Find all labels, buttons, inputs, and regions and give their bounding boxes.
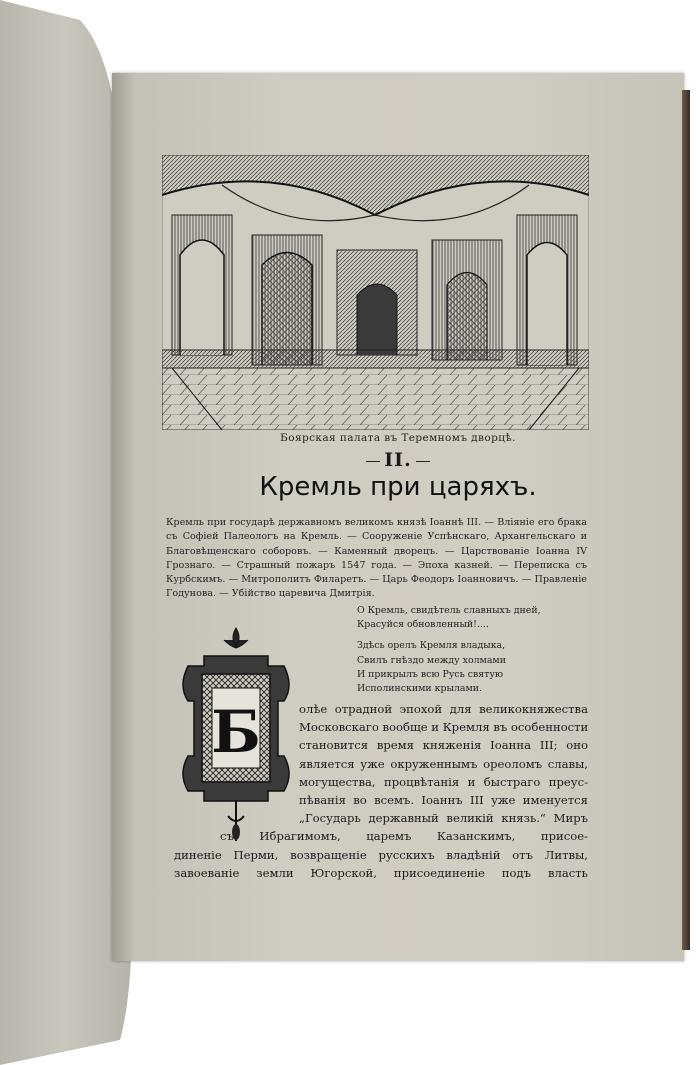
poem-line: О Кремль, свидѣтель славныхъ дней, xyxy=(357,605,541,616)
chapter-number: II. xyxy=(112,449,684,471)
body-line: могущества, процвѣтанія и быстраго преус- xyxy=(299,774,588,789)
epigraph-poem xyxy=(357,604,541,703)
illustration-caption: Боярская палата въ Теремномъ дворцѣ. xyxy=(280,432,516,444)
poem-stanza-2 xyxy=(357,639,541,696)
body-line: завоеваніе земли Югорской, присоединеніе подъ власть xyxy=(174,865,588,880)
body-line: является уже окруженнымъ ореоломъ славы, xyxy=(299,756,588,771)
book-cover-edge xyxy=(682,90,690,950)
poem-line: И прикрылъ всю Русь святую xyxy=(357,668,504,680)
body-line: съ Ибрагимомъ, царемъ Казанскимъ, присое- xyxy=(220,829,588,844)
body-line: становится время княженія Іоанна III; оно xyxy=(299,738,588,753)
body-line: диненіе Перми, возвращеніе русскихъ владѣній отъ Литвы, xyxy=(174,847,588,862)
poem-line: Исполинскими крылами. xyxy=(357,683,483,695)
body-line: пѣванія во всемъ. Іоаннъ III уже именуется xyxy=(299,793,588,808)
body-line: „Государь державный великій князь.“ Миръ xyxy=(299,811,588,826)
poem-line: Красуйся обновленный!.... xyxy=(357,619,489,631)
boyar-chamber-illustration xyxy=(162,155,589,430)
poem-line: Свилъ гнѣздо между холмами xyxy=(357,654,506,666)
chapter-summary: Кремль при государѣ державномъ великомъ князѣ Іоаннѣ III. — Вліяніе его брака съ Софіей Палеологъ на Кремль. — Сооруженіе Успѣнскаго, Архангельскаго и Благовѣщенскаго соборовъ. — Каменный дворецъ. — Царствованіе Іоанна IV Грознаго. — Страшный пожаръ 1547 года. — Эпоха казней. — Переписка съ Курбскимъ. — Митрополитъ Филаретъ. — Царь Феодоръ Іоанновичъ. — Правленіе Годунова. — Убійство царевича Дмитрія. xyxy=(166,517,587,600)
body-line: Московскаго вообще и Кремля въ особенности xyxy=(299,720,588,735)
drop-cap-letter: Б xyxy=(211,698,261,766)
body-text xyxy=(174,700,588,882)
chapter-title: Кремль при царяхъ. xyxy=(259,472,537,502)
body-line: олѣе отрадной эпохой для великокняжества xyxy=(299,702,588,716)
poem-stanza-1 xyxy=(357,604,541,632)
poem-line: Здѣсь орелъ Кремля владыка, xyxy=(357,640,506,652)
